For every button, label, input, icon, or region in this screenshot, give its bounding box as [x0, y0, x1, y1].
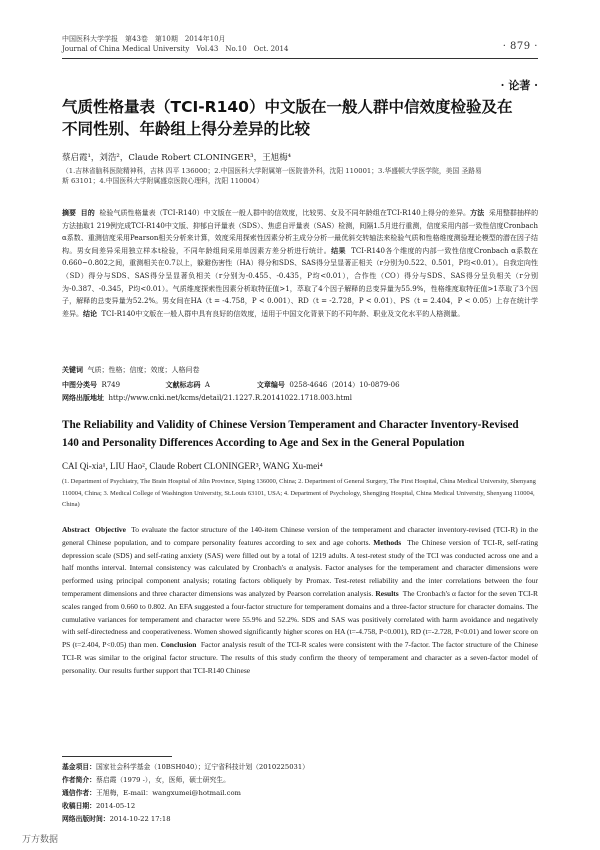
results-en-label: Results: [375, 588, 399, 598]
footnote-published-label: 网络出版时间：: [62, 815, 110, 823]
footnote-received-text: 2014-05-12: [95, 802, 136, 810]
title-zh-line-2: 不同性别、年龄组上得分差异的比较: [62, 120, 311, 138]
footnote-author-bio-label: 作者简介：: [62, 776, 96, 784]
methods-zh-text: 采用整群抽样的方法抽取1 219例完成TCI-R140中文版、抑郁自评量表（SDS）、焦虑自评量表（SAS）检测，间隔1.5月进行重测，信度采用内部一致性信度Cronbach α系数、重测信度采用Pearson相关分析来计算，效度采用探索性因素分析主成分分析一最优斜交转轴法来检验气质和性格维度测验理论模型的潜在因子结构。男女间差异采用独立样本t检验，不同年龄组间采用单因素方差分析进行统计。: [62, 209, 539, 255]
objective-zh-label: 目的: [80, 208, 95, 217]
classification-row: [62, 380, 400, 390]
conclusion-en-label: Conclusion: [160, 640, 197, 650]
title-en-line-2: 140 and Personality Differences According to Age and Sex in the General Population: [62, 437, 465, 449]
doc-code-value: A: [204, 381, 210, 389]
affiliations-en: (1. Department of Psychiatry, The Brain Hospital of Jilin Province, Siping 136000, China; 2. Department of General Surgery, The First Hospital, China Medical University, Shenyang 110004, China; 3. Medical College of Washington University, St.Louis 63101, USA; 4. Department of Psychology, Shengjing Hospital, China Medical University, Shenyang 110004, China): [62, 478, 536, 509]
title-zh: [62, 96, 538, 140]
conclusion-en-text: Factor analysis result of the TCI-R scales were consistent with the 7-factor. The factor structure of the Chinese TCI-R was similar to the original factor structure. The results of this study confirm the theory of temperament and character as a seven-factor model of personality. Our results further support that TCI-R140 Chinese: [62, 640, 538, 675]
conclusion-zh-label: 结论: [83, 308, 97, 318]
conclusion-zh-text: TCI-R140中文版在一般人群中具有良好的信效度，适用于中国文化背景下的不同年龄、职业及文化水平的人格测量。: [101, 309, 465, 318]
affiliations-zh-line-1: （1.吉林省脑科医院精神科，吉林 四平 136000；2.中国医科大学附属第一医院普外科，沈阳 110001；3.华盛顿大学医学院，美国 圣路易: [62, 167, 482, 175]
clc-label: 中图分类号: [62, 380, 97, 389]
title-en-line-1: The Reliability and Validity of Chinese Version Temperament and Character Inventory-Revised: [62, 419, 519, 431]
watermark: 万方数据: [22, 835, 59, 845]
title-en: [62, 416, 538, 452]
footnote-author-bio-text: 蔡启霞（1979 -），女，医师，硕士研究生。: [95, 776, 230, 784]
journal-header: [62, 34, 288, 54]
footnote-author-bio: [62, 775, 538, 785]
doc-code-label: 文献标志码: [165, 380, 201, 389]
keywords-label: 关键词: [62, 365, 83, 374]
footnote-published-text: 2014-10-22 17:18: [109, 815, 171, 823]
footnote-funding: [62, 762, 538, 772]
clc-value: R749: [101, 381, 121, 389]
authors-zh: 蔡启霞¹，刘浩²，Claude Robert CLONINGER³，王旭梅⁴: [62, 153, 291, 163]
online-url-label: 网络出版地址: [62, 393, 104, 402]
results-zh-label: 结果: [331, 245, 346, 255]
online-url[interactable]: http://www.cnki.net/kcms/detail/21.1227.R.20141022.1718.003.html: [108, 394, 353, 402]
keywords-text: 气质；性格；信度；效度；人格问卷: [87, 366, 200, 374]
journal-name-zh: 中国医科大学学报 第43卷 第10期 2014年10月: [62, 35, 226, 43]
article-id-label: 文章编号: [256, 380, 285, 389]
abstract-en: [62, 524, 538, 678]
footnote-correspondence-text: 王旭梅，E-mail：wangxumei@hotmail.com: [95, 789, 241, 797]
footnote-rule: [62, 756, 172, 757]
abstract-en-label: Abstract: [62, 525, 90, 534]
online-url-row: [62, 393, 352, 403]
footnote-funding-label: 基金项目：: [62, 763, 96, 771]
abstract-zh: [62, 207, 538, 320]
abstract-zh-label: 摘要: [62, 208, 77, 217]
footnote-received-label: 收稿日期：: [62, 802, 96, 810]
footnote-funding-text: 国家社会科学基金（10BSH040）；辽宁省科技计划（2010225031）: [95, 763, 309, 771]
article-id-value: 0258-4646（2014）10-0879-06: [289, 381, 400, 389]
affiliations-zh: [62, 166, 538, 186]
footnote-received: [62, 801, 538, 811]
results-en-text: The Cronbach's α factor for the seven TCI-R scales ranged from 0.660 to 0.802. An EFA suggested a four-factor structure for temperament domains and a three-factor structure for character domains. The cumulative variances for temperament and character were 55.9% and 52.2%. SDS and SAS was positively correlated with harm avoidance and negatively with self-directedness and cooperativeness. Women showed significantly higher scores on HA (t=-4.758, P<0.001), RD (t=-2.728, P<0.01) and lower score on PS (t=2.404, P<0.05) than men.: [62, 588, 539, 650]
title-zh-line-1: 气质性格量表（TCI-R140）中文版在一般人群中信效度检验及在: [62, 98, 513, 116]
footnote-correspondence: [62, 788, 538, 798]
authors-en: CAI Qi-xia¹, LIU Hao², Claude Robert CLONINGER³, WANG Xu-mei⁴: [62, 461, 323, 471]
header-rule: [62, 58, 538, 59]
methods-en-label: Methods: [373, 537, 402, 547]
results-zh-text: TCI-R140各个维度的内部一致性信度Cronbach α系数在0.660~0.802之间，重测相关在0.7以上，躲避伤害性（HA）得分和SDS、SAS得分呈显著正相关（r分别为0.522、0.501，P均<0.01）。自我定向性（SD）得分与SDS、SAS得分呈显著负相关（r分别为-0.455、-0.435，P均<0.01），合作性（CO）得分与SDS、SAS得分呈负相关（r分别为-0.387、-0.345，P均<0.01）。气质维度探索性因素分析取特征值>1，萃取了4个因子解释的总变异量为55.9%，性格维度取特征值>1萃取了3个因子，解释的总变异量为52.2%。男女间在HA（t = -4.758，P < 0.001）、RD（t = -2.728，P < 0.01）、PS（t = 2.404，P < 0.05）上存在统计学差异。: [62, 246, 539, 318]
methods-zh-label: 方法: [470, 208, 485, 217]
footnote-published: [62, 814, 538, 824]
affiliations-zh-line-2: 斯 63101；4.中国医科大学附属盛京医院心理科，沈阳 110004）: [62, 177, 264, 185]
footnote-correspondence-label: 通信作者：: [62, 789, 96, 797]
objective-zh-text: 检验气质性格量表（TCI-R140）中文版在一般人群中的信效度，比较男、女及不同年龄组在TCI-R140上得分的差异。: [99, 209, 471, 217]
methods-en-text: The Chinese version of TCI-R, self-rating depression scale (SDS) and self-rating anxiety (SAS) were filled out by a total of 1219 adults. A test-retest study of the TCI was conducted across one and a half months interval. Internal consistency was calculated by Cronbach's α analysis. Factor analyses for the temperament and character dimensions were performed using principal component analysis; rotating factors obliquely by Promax. Test-retest reliability and the inter correlations between the four temperament dimensions and three character dimensions was analyzed by Pearson correlation analysis.: [62, 537, 539, 598]
article-type-label: · 论著 ·: [500, 79, 538, 92]
journal-name-en: Journal of China Medical University Vol.43 No.10 Oct. 2014: [62, 45, 289, 53]
objective-en-label: Objective: [95, 525, 126, 534]
objective-en-text: To evaluate the factor structure of the 140-item Chinese version of the temperament and character inventory-revised (TCI-R) in the general Chinese population, and to compare personality features according to sex and age cohorts.: [62, 525, 539, 547]
page-number: · 879 ·: [502, 41, 538, 52]
keywords: [62, 365, 538, 375]
